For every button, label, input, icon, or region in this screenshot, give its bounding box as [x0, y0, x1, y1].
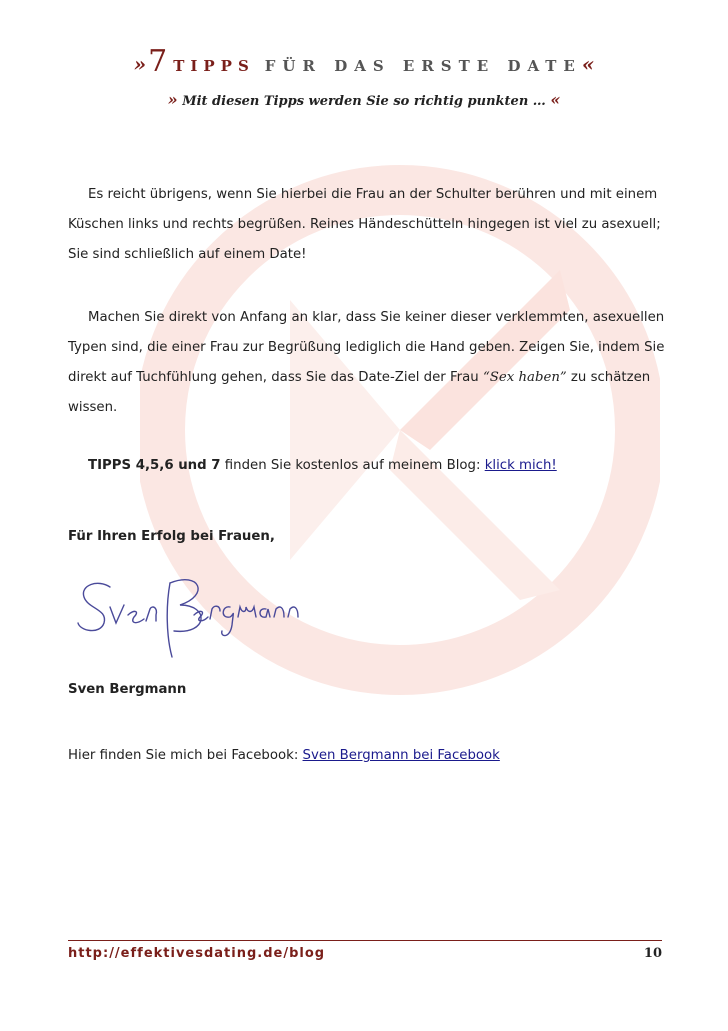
paragraph-3-bold: TIPPS 4,5,6 und 7	[88, 458, 221, 473]
paragraph-3-text: finden Sie kostenlos auf meinem Blog:	[220, 458, 485, 473]
paragraph-2-quote: “Sex haben”	[482, 370, 567, 385]
footer-url[interactable]: http://effektivesdating.de/blog	[68, 946, 326, 961]
page-number: 10	[643, 946, 662, 961]
paragraph-2-end: zu schätzen wissen.	[68, 370, 651, 415]
header-word-rest: FÜR DAS ERSTE DATE	[264, 57, 582, 75]
subtitle-text: Mit diesen Tipps werden Sie so richtig punkten …	[182, 94, 546, 109]
facebook-text: Hier finden Sie mich bei Facebook:	[68, 748, 303, 763]
paragraph-3	[68, 451, 668, 481]
header-word-tipps: TIPPS	[173, 57, 255, 75]
header-subtitle	[0, 90, 728, 109]
header-quote-open: »	[133, 52, 147, 76]
header-number: 7	[148, 44, 168, 79]
signature-name: Sven Bergmann	[68, 682, 187, 697]
paragraph-2-main: Machen Sie direkt von Anfang an klar, dass Sie keiner dieser verklemmten, asexuellen Typen sind, die einer Frau zur Begrüßung lediglich die Hand geben. Zeigen Sie, indem Sie direkt auf Tuchfühlung gehen, dass Sie das Date-Ziel der Frau	[68, 310, 665, 385]
facebook-line	[68, 741, 668, 771]
paragraph-2	[68, 303, 668, 423]
header-title	[0, 44, 728, 79]
header-quote-close: «	[581, 52, 595, 76]
subtitle-quote-open: »	[167, 90, 178, 109]
closing-greeting: Für Ihren Erfolg bei Frauen,	[68, 529, 275, 544]
facebook-link[interactable]: Sven Bergmann bei Facebook	[302, 748, 500, 763]
signature-image	[70, 565, 300, 660]
footer-divider	[68, 940, 662, 941]
blog-link[interactable]: klick mich!	[484, 458, 557, 473]
paragraph-1: Es reicht übrigens, wenn Sie hierbei die Frau an der Schulter berühren und mit einem Küschen links und rechts begrüßen. Reines Händeschütteln hingegen ist viel zu asexuell; Sie sind schließlich auf einem Date!	[68, 187, 661, 262]
subtitle-quote-close: «	[550, 90, 561, 109]
